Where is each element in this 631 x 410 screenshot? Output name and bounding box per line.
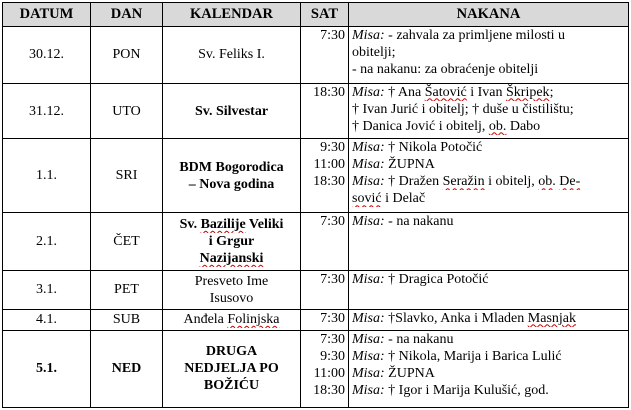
calendar-cell — [163, 27, 301, 84]
mass-label: Misa: — [352, 140, 385, 156]
intention-text: † Igor i Marija Kulušić, god. — [384, 382, 549, 398]
time-cell — [301, 83, 349, 139]
header-date: DATUM — [3, 3, 91, 27]
mass-label: Misa: — [352, 84, 385, 100]
intention-line — [352, 348, 625, 365]
time-value: 7:30 — [320, 214, 345, 230]
calendar-line: Sv. Bazilije Veliki — [179, 217, 284, 233]
intention-cell — [349, 330, 629, 407]
time-value: 18:30 — [313, 382, 345, 398]
calendar-cell — [163, 213, 301, 271]
intention-text: † Dragica Potočić — [384, 271, 489, 287]
intention-text: ŽUPNA — [384, 365, 435, 381]
intention-text: † Ivan Jurić i obitelj; † duše u čistilištu; — [352, 101, 574, 117]
intention-line — [352, 190, 625, 207]
mass-label: Misa: — [352, 157, 385, 173]
intention-cell — [349, 213, 629, 271]
day-cell: NED — [91, 330, 163, 407]
calendar-cell — [163, 309, 301, 330]
header-day: DAN — [91, 3, 163, 27]
intention-line — [352, 310, 625, 327]
mass-label: Misa: — [352, 382, 385, 398]
schedule-row — [3, 83, 629, 139]
intention-line — [352, 101, 625, 118]
intention-line — [352, 331, 625, 348]
day-cell: UTO — [91, 83, 163, 139]
time-value: 7:30 — [320, 271, 345, 287]
calendar-cell — [163, 139, 301, 213]
mass-label: Misa: — [352, 331, 385, 347]
calendar-line: i Grgur — [208, 234, 255, 250]
schedule-row — [3, 139, 629, 213]
calendar-line: BDM Bogorodica — [179, 159, 284, 175]
date-cell: 2.1. — [3, 213, 91, 271]
time-value: 11:00 — [313, 157, 345, 173]
header-intention: NAKANA — [349, 3, 629, 27]
intention-text: obitelji; — [352, 45, 396, 60]
intention-text: - na nakanu — [384, 331, 454, 347]
mass-label: Misa: — [352, 310, 385, 326]
header-time: SAT — [301, 3, 349, 27]
intention-text: ŽUPNA — [384, 157, 435, 173]
schedule-body — [3, 27, 629, 408]
calendar-cell — [163, 330, 301, 407]
time-value: 11:00 — [313, 365, 345, 381]
time-cell — [301, 139, 349, 213]
schedule-row — [3, 270, 629, 309]
mass-schedule-table — [2, 2, 629, 408]
intention-cell — [349, 270, 629, 309]
day-cell: SRI — [91, 139, 163, 213]
intention-line — [352, 365, 625, 382]
calendar-line: – Nova godina — [188, 176, 275, 192]
calendar-line: Presveto Ime — [194, 273, 269, 289]
calendar-line: Isusovo — [209, 290, 254, 306]
time-value: 9:30 — [320, 140, 345, 156]
day-cell: ČET — [91, 213, 163, 271]
day-cell: PON — [91, 27, 163, 84]
time-value: 18:30 — [313, 84, 345, 100]
mass-label: Misa: — [352, 28, 385, 43]
date-cell: 3.1. — [3, 270, 91, 309]
intention-text: - na nakanu — [384, 214, 454, 230]
time-cell — [301, 27, 349, 84]
schedule-row — [3, 27, 629, 84]
intention-line — [352, 173, 625, 190]
intention-text: sović i Delač — [352, 191, 426, 207]
calendar-cell — [163, 270, 301, 309]
calendar-line: Nazijanski — [199, 251, 264, 267]
intention-line — [352, 213, 625, 230]
intention-line — [352, 44, 625, 61]
time-cell — [301, 213, 349, 271]
intention-text: - na nakanu: za obraćenje obitelji — [352, 62, 539, 77]
calendar-line: Sv. Feliks I. — [198, 47, 265, 63]
time-value: 18:30 — [313, 174, 345, 190]
time-cell — [301, 270, 349, 309]
intention-line — [352, 271, 625, 288]
date-cell: 31.12. — [3, 83, 91, 139]
calendar-line: Sv. Silvestar — [194, 103, 269, 119]
mass-label: Misa: — [352, 365, 385, 381]
intention-line — [352, 61, 625, 78]
calendar-line: BOŽIĆU — [203, 378, 260, 394]
intention-text: †Slavko, Anka i Mladen Masnjak — [384, 310, 576, 326]
schedule-row — [3, 309, 629, 330]
intention-text: † Nikola Potočić — [384, 140, 483, 156]
date-cell: 4.1. — [3, 309, 91, 330]
schedule-row — [3, 330, 629, 407]
time-value: 7:30 — [320, 310, 345, 326]
intention-line — [352, 118, 625, 135]
calendar-cell — [163, 83, 301, 139]
intention-cell — [349, 139, 629, 213]
intention-line — [352, 382, 625, 399]
mass-label: Misa: — [352, 174, 385, 190]
time-cell — [301, 330, 349, 407]
mass-label: Misa: — [352, 271, 385, 287]
time-value: 9:30 — [320, 348, 345, 364]
intention-cell — [349, 83, 629, 139]
time-value: 7:30 — [320, 331, 345, 347]
mass-label: Misa: — [352, 348, 385, 364]
intention-cell — [349, 309, 629, 330]
time-cell — [301, 309, 349, 330]
time-value: 7:30 — [320, 28, 345, 43]
calendar-line: Anđela Folinjska — [183, 312, 280, 328]
date-cell: 5.1. — [3, 330, 91, 407]
header-row — [3, 3, 629, 27]
date-cell: 1.1. — [3, 139, 91, 213]
calendar-line: DRUGA — [205, 344, 258, 360]
day-cell: SUB — [91, 309, 163, 330]
intention-line — [352, 156, 625, 173]
day-cell: PET — [91, 270, 163, 309]
date-cell: 30.12. — [3, 27, 91, 84]
intention-text: † Nikola, Marija i Barica Lulić — [384, 348, 562, 364]
intention-line — [352, 84, 625, 101]
intention-text: † Dražen Seražin i obitelj, ob. De- — [384, 174, 581, 190]
header-calendar: KALENDAR — [163, 3, 301, 27]
calendar-line: NEDJELJA PO — [184, 361, 279, 377]
intention-line — [352, 139, 625, 156]
mass-label: Misa: — [352, 214, 385, 230]
intention-text: † Danica Jović i obitelj, ob. Dabo — [352, 118, 541, 134]
intention-text: - zahvala za primljene milosti u — [384, 28, 566, 43]
intention-cell — [349, 27, 629, 84]
intention-text: † Ana Šatović i Ivan Škripek; — [384, 84, 554, 100]
intention-line — [352, 27, 625, 44]
schedule-row — [3, 213, 629, 271]
